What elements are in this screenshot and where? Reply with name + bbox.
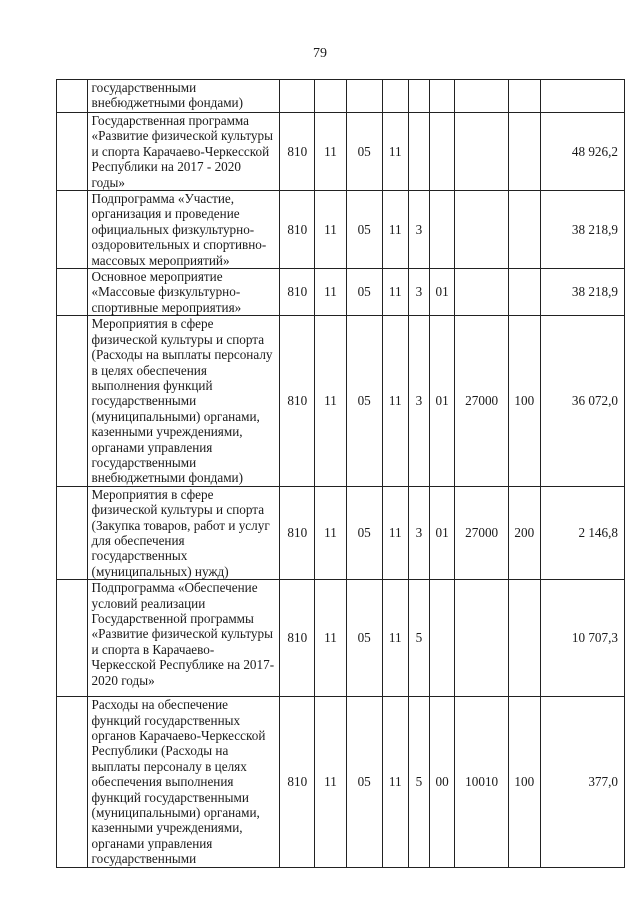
table-row bbox=[57, 80, 625, 113]
table-row bbox=[57, 697, 625, 867]
subprogram-code: 3 bbox=[408, 486, 429, 579]
empty-cell bbox=[57, 580, 88, 697]
section-code: 11 bbox=[315, 580, 347, 697]
amount: 38 218,9 bbox=[540, 269, 624, 316]
row-name: Подпрограмма «Участие, организация и проведение официальных физкультурно-оздоровительных и спортивно-массовых мероприятий» bbox=[87, 191, 280, 269]
empty-cell bbox=[57, 113, 88, 191]
program-code: 11 bbox=[382, 269, 408, 316]
expense-type-code bbox=[509, 191, 541, 269]
subsection-code: 05 bbox=[346, 580, 382, 697]
expense-type-code: 100 bbox=[509, 316, 541, 486]
event-code bbox=[430, 113, 455, 191]
program-code: 11 bbox=[382, 580, 408, 697]
subsection-code: 05 bbox=[346, 269, 382, 316]
table-row bbox=[57, 486, 625, 579]
program-code: 11 bbox=[382, 486, 408, 579]
empty-cell bbox=[57, 80, 88, 113]
subsection-code: 05 bbox=[346, 316, 382, 486]
direction-code bbox=[455, 80, 509, 113]
section-code bbox=[315, 80, 347, 113]
admin-code: 810 bbox=[280, 580, 315, 697]
direction-code bbox=[455, 191, 509, 269]
amount: 377,0 bbox=[540, 697, 624, 867]
admin-code: 810 bbox=[280, 269, 315, 316]
table-row bbox=[57, 191, 625, 269]
amount: 10 707,3 bbox=[540, 580, 624, 697]
event-code: 01 bbox=[430, 316, 455, 486]
empty-cell bbox=[57, 269, 88, 316]
admin-code bbox=[280, 80, 315, 113]
subprogram-code: 3 bbox=[408, 316, 429, 486]
page-number: 79 bbox=[313, 46, 327, 61]
admin-code: 810 bbox=[280, 316, 315, 486]
expense-type-code bbox=[509, 269, 541, 316]
admin-code: 810 bbox=[280, 191, 315, 269]
row-name: Мероприятия в сфере физической культуры и спорта (Закупка товаров, работ и услуг для обеспечения государственных (муниципальных) нужд) bbox=[87, 486, 280, 579]
section-code: 11 bbox=[315, 486, 347, 579]
program-code: 11 bbox=[382, 113, 408, 191]
program-code: 11 bbox=[382, 191, 408, 269]
section-code: 11 bbox=[315, 269, 347, 316]
direction-code bbox=[455, 269, 509, 316]
amount: 38 218,9 bbox=[540, 191, 624, 269]
subsection-code bbox=[346, 80, 382, 113]
direction-code bbox=[455, 113, 509, 191]
row-name: Мероприятия в сфере физической культуры и спорта (Расходы на выплаты персоналу в целях обеспечения выполнения функций государственными (муниципальными) органами, казенными учреждениями, органами управления государственными внебюджетными фондами) bbox=[87, 316, 280, 486]
expense-type-code bbox=[509, 80, 541, 113]
event-code bbox=[430, 580, 455, 697]
section-code: 11 bbox=[315, 113, 347, 191]
event-code: 01 bbox=[430, 486, 455, 579]
expense-type-code: 100 bbox=[509, 697, 541, 867]
table-row bbox=[57, 316, 625, 486]
expense-type-code bbox=[509, 113, 541, 191]
subsection-code: 05 bbox=[346, 697, 382, 867]
empty-cell bbox=[57, 316, 88, 486]
event-code: 00 bbox=[430, 697, 455, 867]
row-name: государственными внебюджетными фондами) bbox=[87, 80, 280, 113]
program-code: 11 bbox=[382, 697, 408, 867]
subprogram-code bbox=[408, 80, 429, 113]
direction-code: 10010 bbox=[455, 697, 509, 867]
section-code: 11 bbox=[315, 191, 347, 269]
empty-cell bbox=[57, 486, 88, 579]
amount bbox=[540, 80, 624, 113]
section-code: 11 bbox=[315, 697, 347, 867]
subprogram-code bbox=[408, 113, 429, 191]
row-name: Подпрограмма «Обеспечение условий реализации Государственной программы «Развитие физической культуры и спорта в Карачаево-Черкесской Республике на 2017-2020 годы» bbox=[87, 580, 280, 697]
admin-code: 810 bbox=[280, 697, 315, 867]
empty-cell bbox=[57, 697, 88, 867]
row-name: Государственная программа «Развитие физической культуры и спорта Карачаево-Черкесской Республики на 2017 - 2020 годы» bbox=[87, 113, 280, 191]
admin-code: 810 bbox=[280, 113, 315, 191]
table-row bbox=[57, 580, 625, 697]
subsection-code: 05 bbox=[346, 191, 382, 269]
subsection-code: 05 bbox=[346, 113, 382, 191]
expense-type-code bbox=[509, 580, 541, 697]
amount: 48 926,2 bbox=[540, 113, 624, 191]
budget-table bbox=[56, 79, 625, 868]
amount: 2 146,8 bbox=[540, 486, 624, 579]
event-code bbox=[430, 80, 455, 113]
section-code: 11 bbox=[315, 316, 347, 486]
direction-code bbox=[455, 580, 509, 697]
program-code: 11 bbox=[382, 316, 408, 486]
subprogram-code: 3 bbox=[408, 191, 429, 269]
subprogram-code: 5 bbox=[408, 697, 429, 867]
admin-code: 810 bbox=[280, 486, 315, 579]
amount: 36 072,0 bbox=[540, 316, 624, 486]
expense-type-code: 200 bbox=[509, 486, 541, 579]
table-row bbox=[57, 113, 625, 191]
direction-code: 27000 bbox=[455, 316, 509, 486]
subprogram-code: 5 bbox=[408, 580, 429, 697]
direction-code: 27000 bbox=[455, 486, 509, 579]
event-code: 01 bbox=[430, 269, 455, 316]
subprogram-code: 3 bbox=[408, 269, 429, 316]
table-row bbox=[57, 269, 625, 316]
row-name: Основное мероприятие «Массовые физкультурно-спортивные мероприятия» bbox=[87, 269, 280, 316]
subsection-code: 05 bbox=[346, 486, 382, 579]
empty-cell bbox=[57, 191, 88, 269]
event-code bbox=[430, 191, 455, 269]
program-code bbox=[382, 80, 408, 113]
row-name: Расходы на обеспечение функций государственных органов Карачаево-Черкесской Республики (Расходы на выплаты персоналу в целях обеспечения выполнения функций государственными (муниципальными) органами, казенными учреждениями, органами управления государственными bbox=[87, 697, 280, 867]
